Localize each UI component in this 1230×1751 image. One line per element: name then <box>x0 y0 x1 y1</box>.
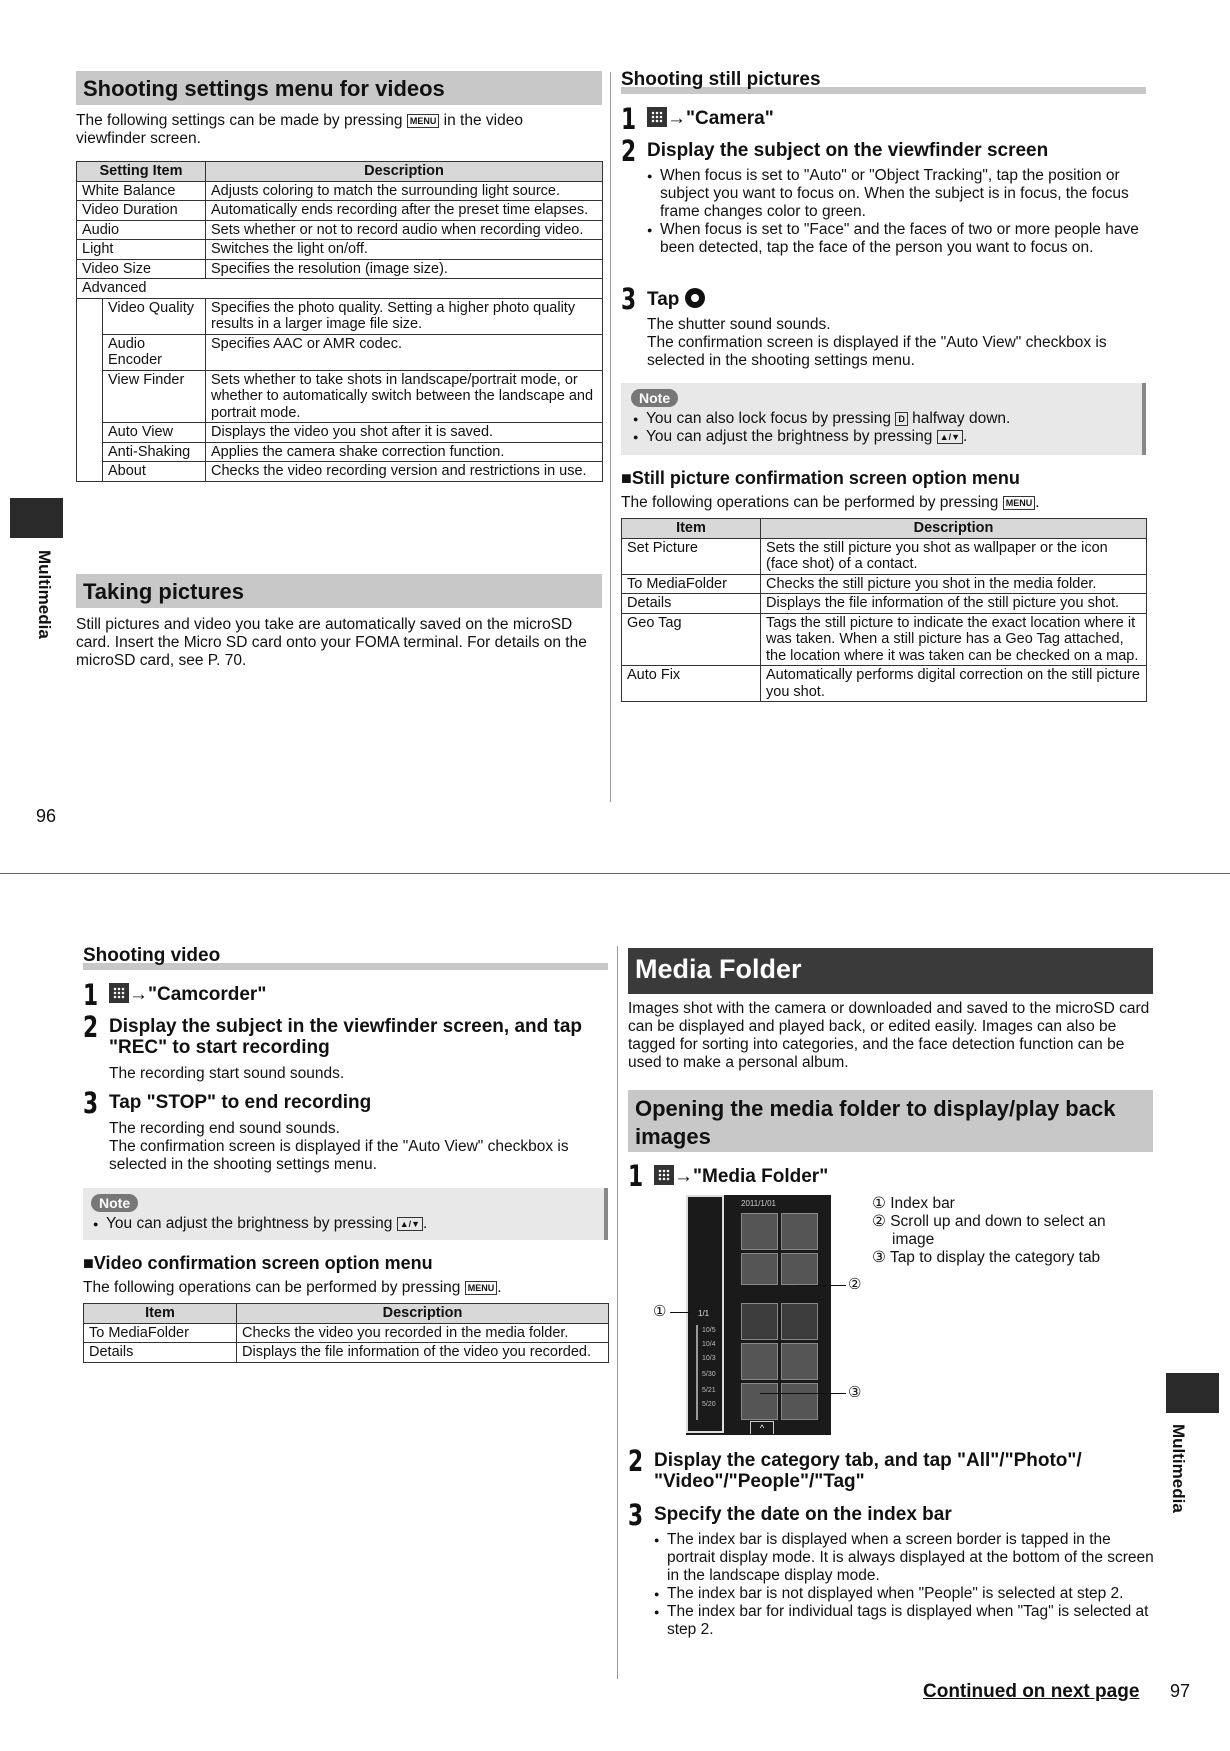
still-title: Shooting still pictures <box>621 69 1146 93</box>
apps-grid-icon <box>654 1165 674 1185</box>
videos-settings-table <box>76 161 603 482</box>
video-step2-number: 2 <box>83 1010 99 1044</box>
side-key-icon: D <box>895 412 908 426</box>
callout-legend <box>872 1195 1147 1267</box>
media-step2-number: 2 <box>628 1444 644 1478</box>
table-row: Anti-Shaking Applies the camera shake correction function. <box>77 442 603 462</box>
side-tab-marker <box>10 498 63 538</box>
media-folder-title: Media Folder <box>628 948 1153 994</box>
apps-grid-icon <box>647 107 667 127</box>
callout-mark-1: ① <box>653 1303 667 1320</box>
video-step2-title: Display the subject in the viewfinder screen, and tap "REC" to start recording <box>109 1016 583 1058</box>
index-entry: 5/20 <box>702 1401 716 1408</box>
table-row: Auto View Displays the video you shot after it is saved. <box>77 423 603 443</box>
videos-menu-intro: The following settings can be made by pressing MENU in the video viewfinder screen. <box>76 112 523 147</box>
table-header: Item <box>84 1304 237 1324</box>
media-folder-screenshot <box>686 1195 831 1435</box>
note-item: ● You can adjust the brightness by pressing ▲/▼ . <box>93 1215 593 1233</box>
table-row: To MediaFolder Checks the still picture you shot in the media folder. <box>622 574 1147 594</box>
category-tab-handle[interactable]: ^ <box>750 1421 774 1434</box>
still-step3-number: 3 <box>621 282 637 316</box>
menu-key-icon: MENU <box>407 114 440 128</box>
thumbnail[interactable] <box>741 1213 778 1250</box>
thumbnail[interactable] <box>781 1253 818 1285</box>
table-row: Audio Encoder Specifies AAC or AMR codec. <box>77 334 603 370</box>
videos-menu-title: Shooting settings menu for videos <box>76 71 602 105</box>
index-entry: 5/30 <box>702 1371 716 1378</box>
media-step3-title: Specify the date on the index bar <box>654 1504 952 1525</box>
still-step1-title: →"Camera" <box>647 107 774 129</box>
video-confirm-title: ■Video confirmation screen option menu <box>83 1253 433 1273</box>
table-header: Item <box>622 519 761 539</box>
video-step1-number: 1 <box>83 978 99 1012</box>
media-step3-number: 3 <box>628 1498 644 1532</box>
shutter-icon <box>685 288 705 308</box>
still-confirm-intro: The following operations can be performed by pressing MENU . <box>621 494 1040 511</box>
index-entry: 10/5 <box>702 1327 716 1334</box>
open-media-title: Opening the media folder to display/play back images <box>628 1090 1153 1152</box>
thumbnail[interactable] <box>781 1303 818 1340</box>
thumbnail[interactable] <box>741 1303 778 1340</box>
taking-pictures-text: Still pictures and video you take are automatically saved on the microSD card. Insert the Micro SD card onto your FOMA terminal. For details on the microSD card, see P. 70. <box>76 616 587 669</box>
video-confirm-intro: The following operations can be performed by pressing MENU . <box>83 1279 502 1296</box>
side-tab-label: Multimedia <box>35 550 54 639</box>
screen-date: 2011/1/01 <box>741 1199 776 1208</box>
callout-mark-2: ② <box>848 1276 862 1293</box>
volume-keys-icon: ▲/▼ <box>397 1217 423 1231</box>
media-step1-title: →"Media Folder" <box>654 1165 828 1187</box>
video-step3-number: 3 <box>83 1086 99 1120</box>
table-row: Details Displays the file information of the video you recorded. <box>84 1343 609 1363</box>
still-step2-bullets: ● When focus is set to "Auto" or "Object Tracking", tap the position or subject you want to focus on. When the subject is in focus, the focus frame changes color to green. ● When focus is set to "Face" and the faces of two or more people have been detected, tap the face of the person you want to focus on. <box>647 167 1142 257</box>
table-row: Audio Sets whether or not to record audio when recording video. <box>77 220 603 240</box>
video-step2-text: The recording start sound sounds. <box>109 1065 345 1082</box>
callout-item: ① Index bar <box>872 1195 955 1212</box>
menu-key-icon: MENU <box>1003 496 1036 510</box>
table-row: Video Duration Automatically ends recording after the preset time elapses. <box>77 201 603 221</box>
apps-grid-icon <box>109 983 129 1003</box>
table-row: To MediaFolder Checks the video you recorded in the media folder. <box>84 1323 609 1343</box>
table-row: About Checks the video recording version and restrictions in use. <box>77 462 603 482</box>
taking-pictures-title: Taking pictures <box>76 574 602 608</box>
still-step2-title: Display the subject on the viewfinder screen <box>647 140 1049 161</box>
video-step3-title: Tap "STOP" to end recording <box>109 1092 372 1113</box>
media-step1-number: 1 <box>628 1159 644 1193</box>
index-entry: 10/3 <box>702 1355 716 1362</box>
continued-link[interactable]: Continued on next page <box>923 1681 1140 1702</box>
thumbnail[interactable] <box>741 1253 778 1285</box>
menu-key-icon: MENU <box>465 1281 498 1295</box>
still-step3-text: The shutter sound sounds. The confirmation screen is displayed if the "Auto View" checkbox is selected in the shooting settings menu. <box>647 316 1107 369</box>
table-row: Light Switches the light on/off. <box>77 240 603 260</box>
video-step3-text: The recording end sound sounds. The confirmation screen is displayed if the "Auto View" checkbox is selected in the shooting settings menu. <box>109 1120 569 1173</box>
media-step3-bullets: ● The index bar is displayed when a screen border is tapped in the portrait display mode. It is always displayed at the bottom of the screen in the landscape display mode. ● The index bar is not displayed when "People" is selected at step 2. ● The index bar for individual tags is displayed when "Tag" is selected at step 2. <box>654 1531 1154 1639</box>
callout-mark-3: ③ <box>848 1384 862 1401</box>
index-entry: 1/1 <box>698 1309 710 1318</box>
callout-line <box>796 1285 846 1286</box>
index-bar-track <box>696 1325 698 1420</box>
video-title: Shooting video <box>83 945 608 969</box>
note-item: ● You can also lock focus by pressing D halfway down. <box>633 410 1133 428</box>
still-step2-number: 2 <box>621 134 637 168</box>
video-options-table <box>83 1303 609 1363</box>
still-options-table <box>621 518 1147 702</box>
still-step3-title: Tap <box>647 288 705 310</box>
thumbnail[interactable] <box>741 1383 778 1420</box>
table-row: Details Displays the file information of the still picture you shot. <box>622 594 1147 614</box>
table-header: Description <box>237 1304 609 1324</box>
note-item: ● You can adjust the brightness by pressing ▲/▼ . <box>633 428 1133 446</box>
thumbnail[interactable] <box>781 1213 818 1250</box>
table-row: View Finder Sets whether to take shots in landscape/portrait mode, or whether to automatically switch between the landscape and portrait mode. <box>77 370 603 423</box>
media-step2-title: Display the category tab, and tap "All"/"Photo"/ "Video"/"People"/"Tag" <box>654 1450 1082 1492</box>
column-divider <box>610 72 611 802</box>
table-row-advanced: Advanced <box>77 279 603 299</box>
column-divider <box>617 946 618 1679</box>
video-note <box>83 1188 608 1240</box>
table-row: Auto Fix Automatically performs digital correction on the still picture you shot. <box>622 666 1147 702</box>
page-separator <box>0 873 1230 874</box>
table-row: Video Size Specifies the resolution (image size). <box>77 259 603 279</box>
table-header: Description <box>761 519 1147 539</box>
page-number-97: 97 <box>1170 1681 1191 1701</box>
table-header: Setting Item <box>77 162 206 182</box>
table-row: Set Picture Sets the still picture you shot as wallpaper or the icon (face shot) of a contact. <box>622 538 1147 574</box>
side-tab-label: Multimedia <box>1169 1424 1188 1513</box>
index-entry: 5/21 <box>702 1387 716 1394</box>
video-step1-title: →"Camcorder" <box>109 983 266 1005</box>
callout-item: ② Scroll up and down to select an image <box>872 1213 1106 1248</box>
thumbnail[interactable] <box>781 1343 818 1380</box>
table-row: Geo Tag Tags the still picture to indicate the exact location where it was taken. When a still picture has a Geo Tag attached, the location where it was taken can be checked on a map. <box>622 613 1147 666</box>
note-badge: Note <box>91 1194 138 1212</box>
table-header: Description <box>206 162 603 182</box>
still-confirm-title: ■Still picture confirmation screen option menu <box>621 468 1020 488</box>
thumbnail[interactable] <box>781 1383 818 1420</box>
table-row: Video Quality Specifies the photo quality. Setting a higher photo quality results in a larger image file size. <box>77 298 603 334</box>
side-tab-marker <box>1166 1373 1219 1413</box>
still-step1-number: 1 <box>621 102 637 136</box>
index-entry: 10/4 <box>702 1341 716 1348</box>
page-number-96: 96 <box>36 806 57 826</box>
still-note <box>621 383 1146 455</box>
volume-keys-icon: ▲/▼ <box>937 430 963 444</box>
note-badge: Note <box>631 389 678 407</box>
callout-line <box>760 1393 846 1394</box>
callout-item: ③ Tap to display the category tab <box>872 1249 1101 1266</box>
media-folder-intro: Images shot with the camera or downloaded and saved to the microSD card can be displayed and played back, or edited easily. Images can also be tagged for sorting into categories, and the face detection function can be used to make a personal album. <box>628 1000 1150 1071</box>
callout-line <box>670 1312 690 1313</box>
thumbnail[interactable] <box>741 1343 778 1380</box>
table-row: White Balance Adjusts coloring to match the surrounding light source. <box>77 181 603 201</box>
